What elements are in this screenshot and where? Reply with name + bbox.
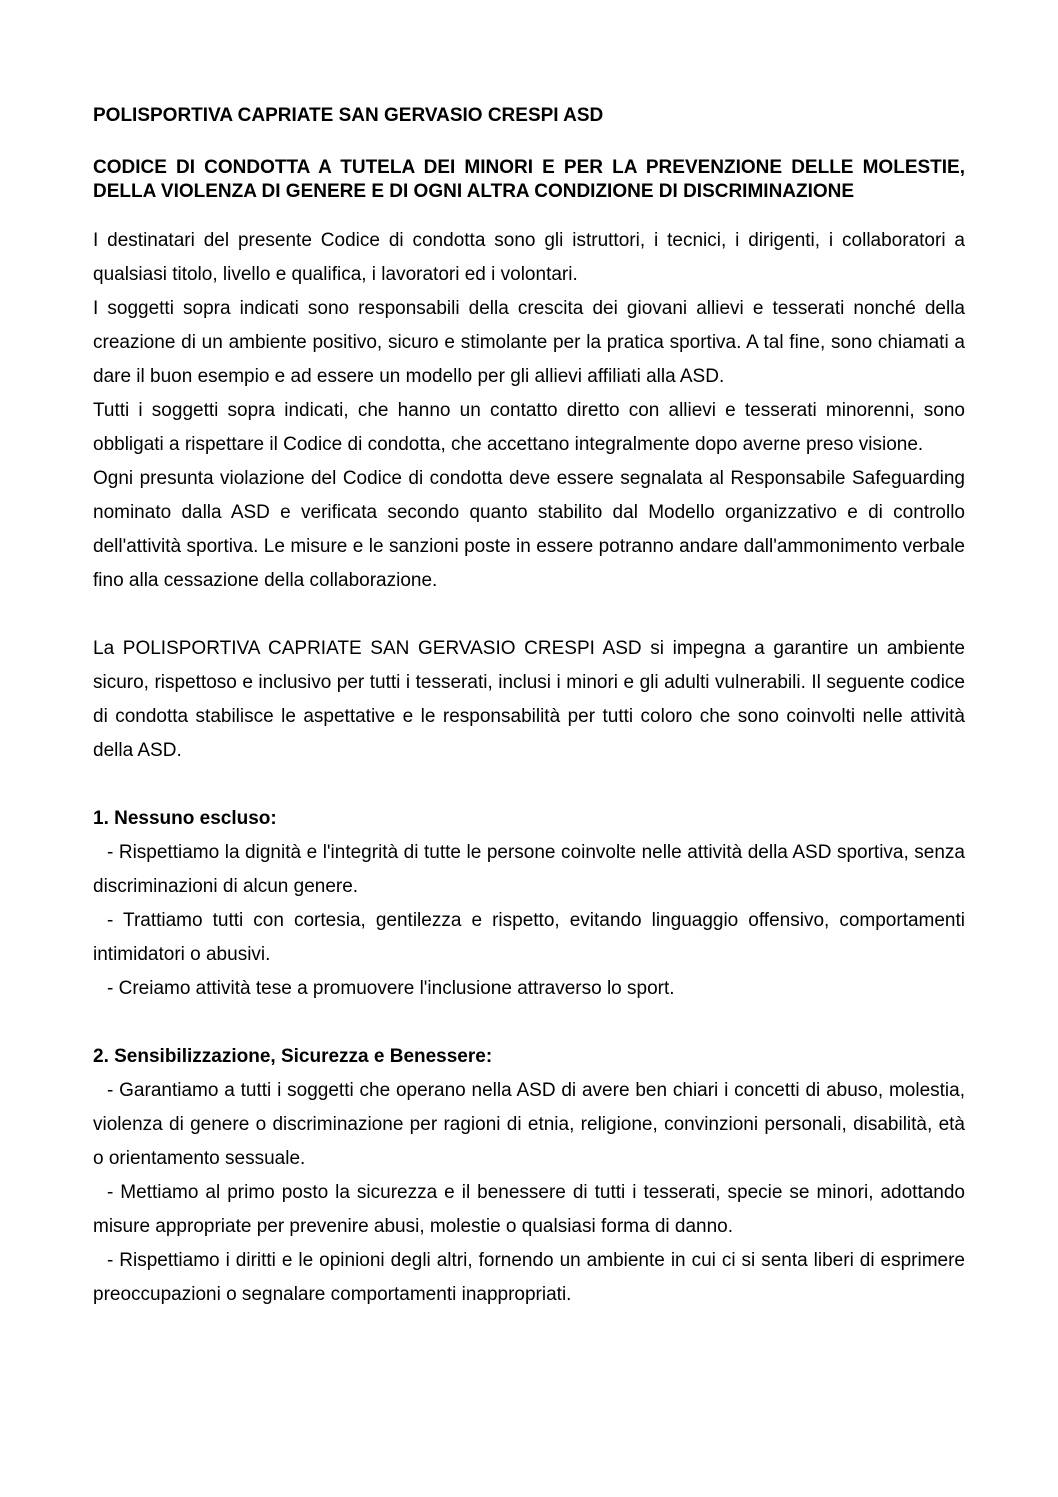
commitment-paragraph: La POLISPORTIVA CAPRIATE SAN GERVASIO CRESPI ASD si impegna a garantire un ambiente sicuro, rispettoso e inclusivo per tutti i tesserati, inclusi i minori e gli adulti vulnerabili. Il seguente codice di condotta stabilisce le aspettative e le responsabilità per tutti coloro che sono coinvolti nelle attività della ASD. — [93, 638, 965, 761]
section-1-item: - Trattiamo tutti con cortesia, gentilezza e rispetto, evitando linguaggio offensivo, comportamenti intimidatori o abusivi. — [93, 910, 965, 965]
section-2-item: - Garantiamo a tutti i soggetti che operano nella ASD di avere ben chiari i concetti di abuso, molestia, violenza di genere o discriminazione per ragioni di etnia, religione, convinzioni personali, disabilità, età o orientamento sessuale. — [93, 1080, 965, 1169]
intro-paragraph-obligation: Tutti i soggetti sopra indicati, che hanno un contatto diretto con allievi e tesserati minorenni, sono obbligati a rispettare il Codice di condotta, che accettano integralmente dopo averne preso visione. — [93, 400, 965, 455]
section-2-heading: 2. Sensibilizzazione, Sicurezza e Benessere: — [93, 1046, 493, 1067]
intro-paragraph-responsibility: I soggetti sopra indicati sono responsabili della crescita dei giovani allievi e tesserati nonché della creazione di un ambiente positivo, sicuro e stimolante per la pratica sportiva. A tal fine, sono chiamati a dare il buon esempio e ad essere un modello per gli allievi affiliati alla ASD. — [93, 298, 965, 387]
intro-paragraph-recipients: I destinatari del presente Codice di condotta sono gli istruttori, i tecnici, i dirigenti, i collaboratori a qualsiasi titolo, livello e qualifica, i lavoratori ed i volontari. — [93, 230, 965, 285]
intro-paragraphs — [93, 224, 965, 598]
section-1-item: - Rispettiamo la dignità e l'integrità di tutte le persone coinvolte nelle attività della ASD sportiva, senza discriminazioni di alcun genere. — [93, 842, 965, 897]
section-nessuno-escluso — [93, 802, 965, 1006]
document-heading: CODICE DI CONDOTTA A TUTELA DEI MINORI E PER LA PREVENZIONE DELLE MOLESTIE, DELLA VIOLENZA DI GENERE E DI OGNI ALTRA CONDIZIONE DI DISCRIMINAZIONE — [93, 157, 965, 202]
intro-paragraph-violations: Ogni presunta violazione del Codice di condotta deve essere segnalata al Responsabile Safeguarding nominato dalla ASD e verificata secondo quanto stabilito dal Modello organizzativo e di controllo dell'attività sportiva. Le misure e le sanzioni poste in essere potranno andare dall'ammonimento verbale fino alla cessazione della collaborazione. — [93, 468, 965, 591]
section-1-heading: 1. Nessuno escluso: — [93, 808, 277, 829]
section-1-item: - Creiamo attività tese a promuovere l'inclusione attraverso lo sport. — [107, 978, 675, 999]
section-2-item: - Mettiamo al primo posto la sicurezza e il benessere di tutti i tesserati, specie se minori, adottando misure appropriate per prevenire abusi, molestie o qualsiasi forma di danno. — [93, 1182, 965, 1237]
document-title: POLISPORTIVA CAPRIATE SAN GERVASIO CRESPI ASD — [93, 105, 604, 126]
section-2-item: - Rispettiamo i diritti e le opinioni degli altri, fornendo un ambiente in cui ci si senta liberi di esprimere preoccupazioni o segnalare comportamenti inappropriati. — [93, 1250, 965, 1305]
section-sensibilizzazione — [93, 1040, 965, 1312]
